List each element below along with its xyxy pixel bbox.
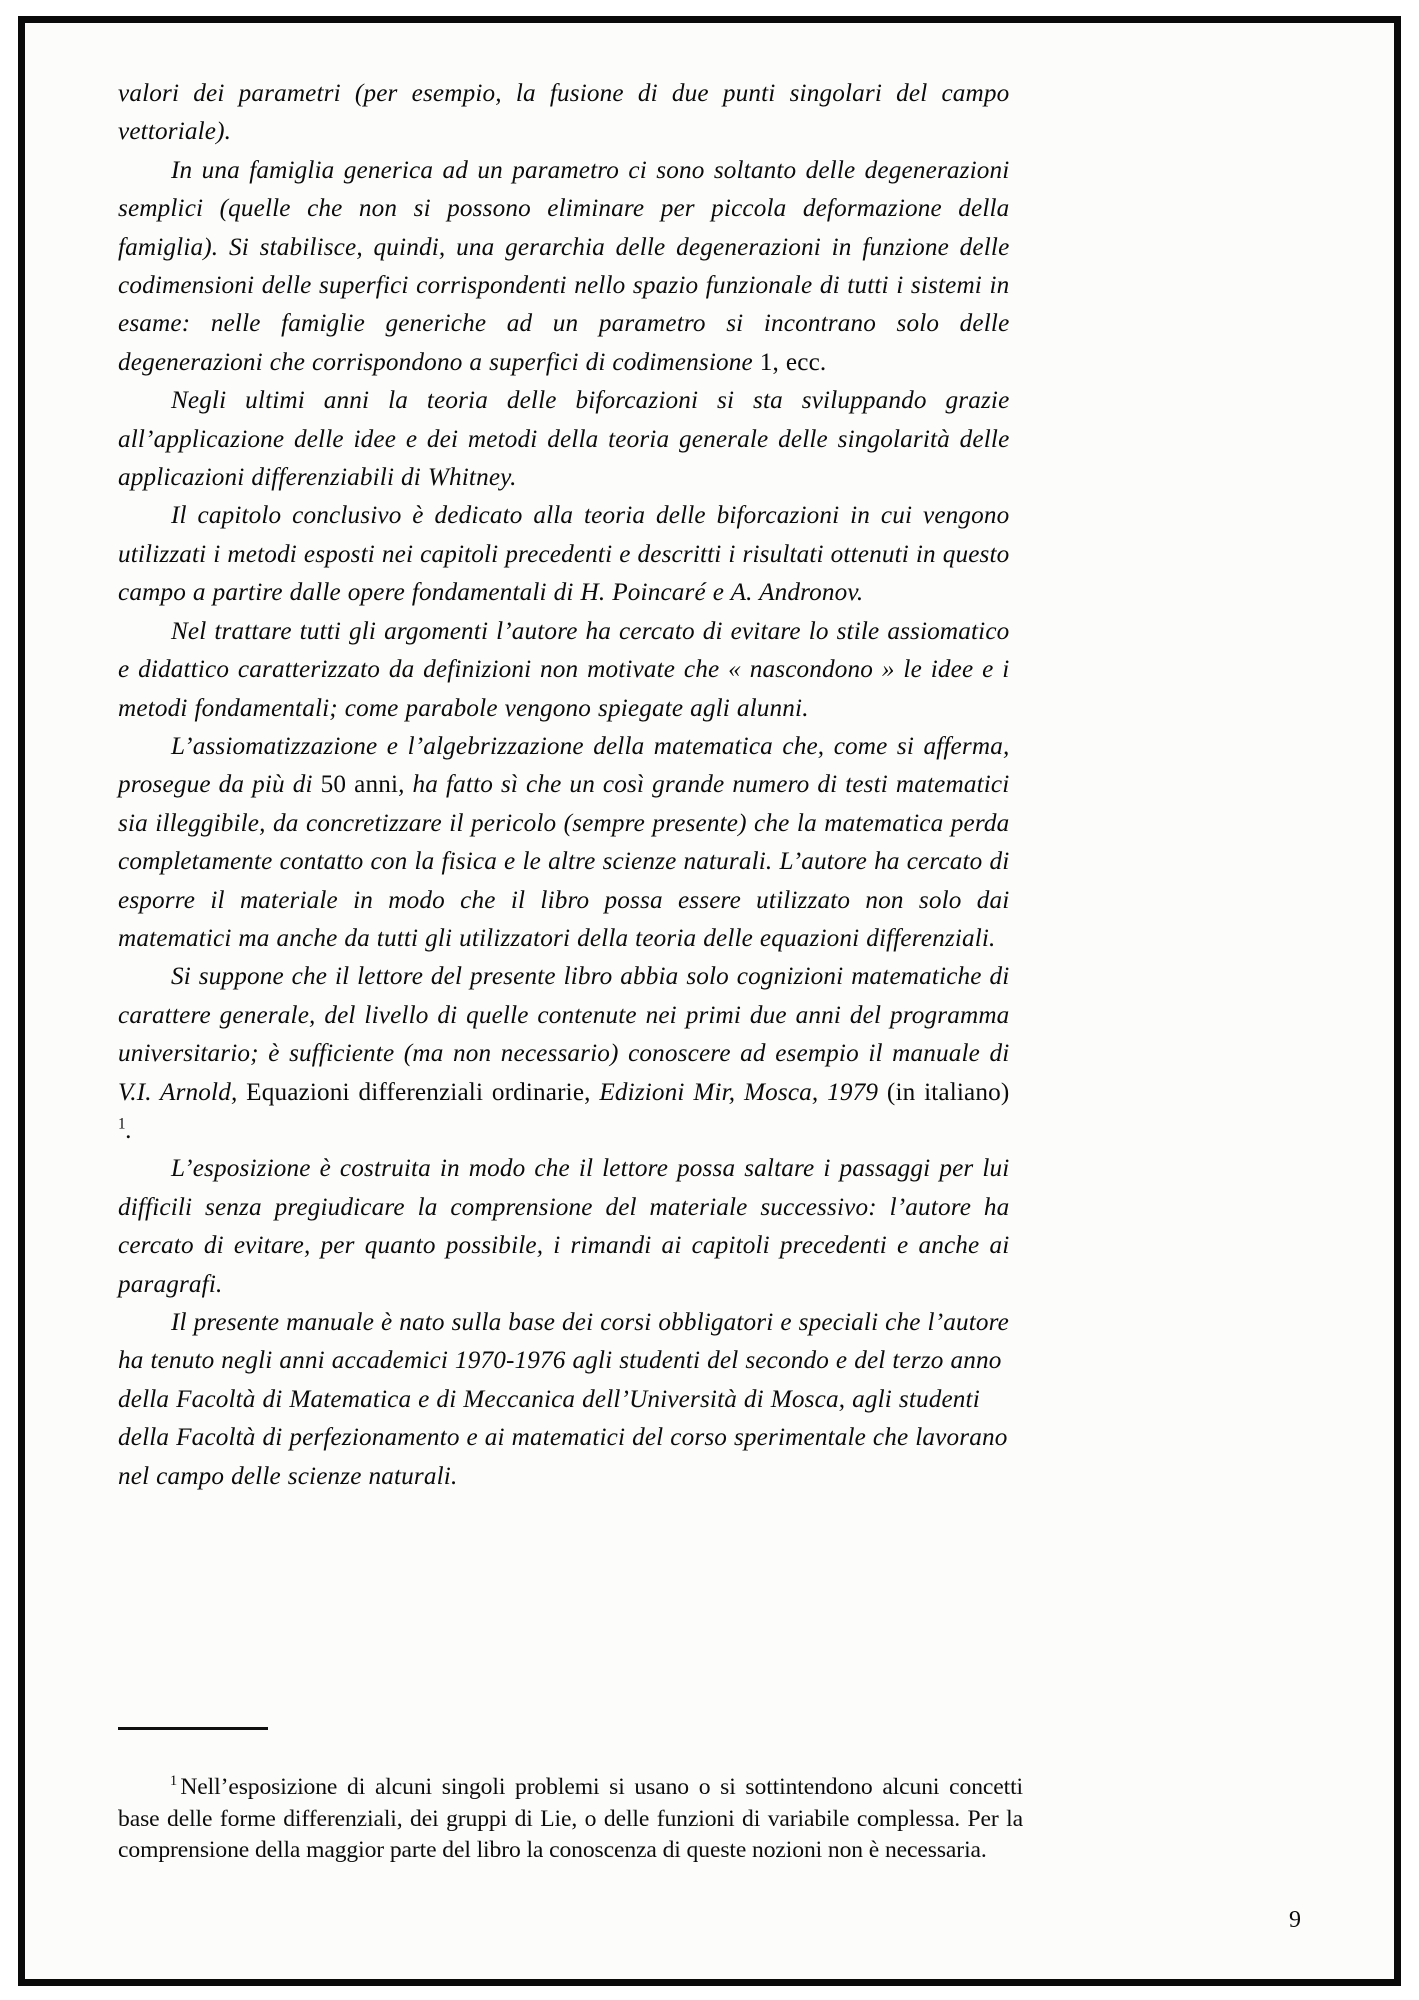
- paragraph: Negli ultimi anni la teoria delle biforcazioni si sta sviluppando grazie all’applicazione delle idee e dei metodi della teoria generale delle singolarità delle applicazioni differenziabili di Whitney.: [118, 385, 1010, 492]
- footnote-body: Nell’esposizione di alcuni singoli problemi si usano o si sottintendono alcuni concetti base delle forme differenziali, dei gruppi di Lie, o delle funzioni di variabile complessa. Per la comprensione della maggior parte del libro la conoscenza di queste nozioni non è necessaria.: [118, 1774, 1023, 1863]
- footnote-text: [118, 1772, 1023, 1867]
- body-text-column: [118, 74, 1023, 1495]
- paragraph: L’esposizione è costruita in modo che il lettore possa saltare i passaggi per lui difficili senza pregiudicare la comprensione del materiale successivo: l’autore ha cercato di evitare, per quanto possibile, i rimandi ai capitoli precedenti e anche ai paragrafi.: [118, 1153, 1010, 1298]
- footnote-block: [118, 1772, 1023, 1867]
- paragraph: L’assiomatizzazione e l’algebrizzazione della matematica che, come si afferma, prosegue da più di 50 anni, ha fatto sì che un così grande numero di testi matematici sia illeggibile, da concretizzare il pericolo (sempre presente) che la matematica perda completamente contatto con la fisica e le altre scienze naturali. L’autore ha cercato di esporre il materiale in modo che il libro possa essere utilizzato non solo dai matematici ma anche da tutti gli utilizzatori della teoria delle equazioni differenziali.: [118, 730, 1010, 952]
- paragraph: valori dei parametri (per esempio, la fusione di due punti singolari del campo vettoriale).: [118, 78, 1010, 146]
- paragraph: Si suppone che il lettore del presente libro abbia solo cognizioni matematiche di carattere generale, del livello di quelle contenute nei primi due anni del programma universitario; è sufficiente (ma non necessario) conoscere ad esempio il manuale di V.I. Arnold, Equazioni differenziali ordinarie, Edizioni Mir, Mosca, 1979 (in italiano) $^1$.: [118, 961, 1010, 1144]
- body-text: [118, 74, 1009, 1495]
- footnote-marker: 1: [169, 1773, 178, 1790]
- paragraph: In una famiglia generica ad un parametro ci sono soltanto delle degenerazioni semplici (quelle che non si possono eliminare per piccola deformazione della famiglia). Si stabilisce, quindi, una gerarchia delle degenerazioni in funzione delle codimensioni delle superfici corrispondenti nello spazio funzionale di tutti i sistemi in esame: nelle famiglie generiche ad un parametro si incontrano solo delle degenerazioni che corrispondono a superfici di codimensione 1, ecc.: [118, 154, 1010, 376]
- footnote-separator-rule: [118, 1727, 268, 1730]
- paragraph: Il capitolo conclusivo è dedicato alla teoria delle biforcazioni in cui vengono utilizzati i metodi esposti nei capitoli precedenti e descritti i risultati ottenuti in questo campo a partire dalle opere fondamentali di H. Poincaré e A. Andronov.: [118, 500, 1010, 607]
- paragraph: Il presente manuale è nato sulla base dei corsi obbligatori e speciali che l’autore ha tenuto negli anni accademici 1970-1976 agli studenti del secondo e del terzo anno della Facoltà di Matematica e di Meccanica dell’Università di Mosca, agli studenti della Facoltà di perfezionamento e ai matematici del corso sperimentale che lavorano nel campo delle scienze naturali.: [118, 1307, 1010, 1490]
- paragraph: Nel trattare tutti gli argomenti l’autore ha cercato di evitare lo stile assiomatico e didattico caratterizzato da definizioni non motivate che « nascondono » le idee e i metodi fondamentali; come parabole vengono spiegate agli alunni.: [118, 615, 1010, 722]
- page-number: 9: [1289, 1907, 1301, 1933]
